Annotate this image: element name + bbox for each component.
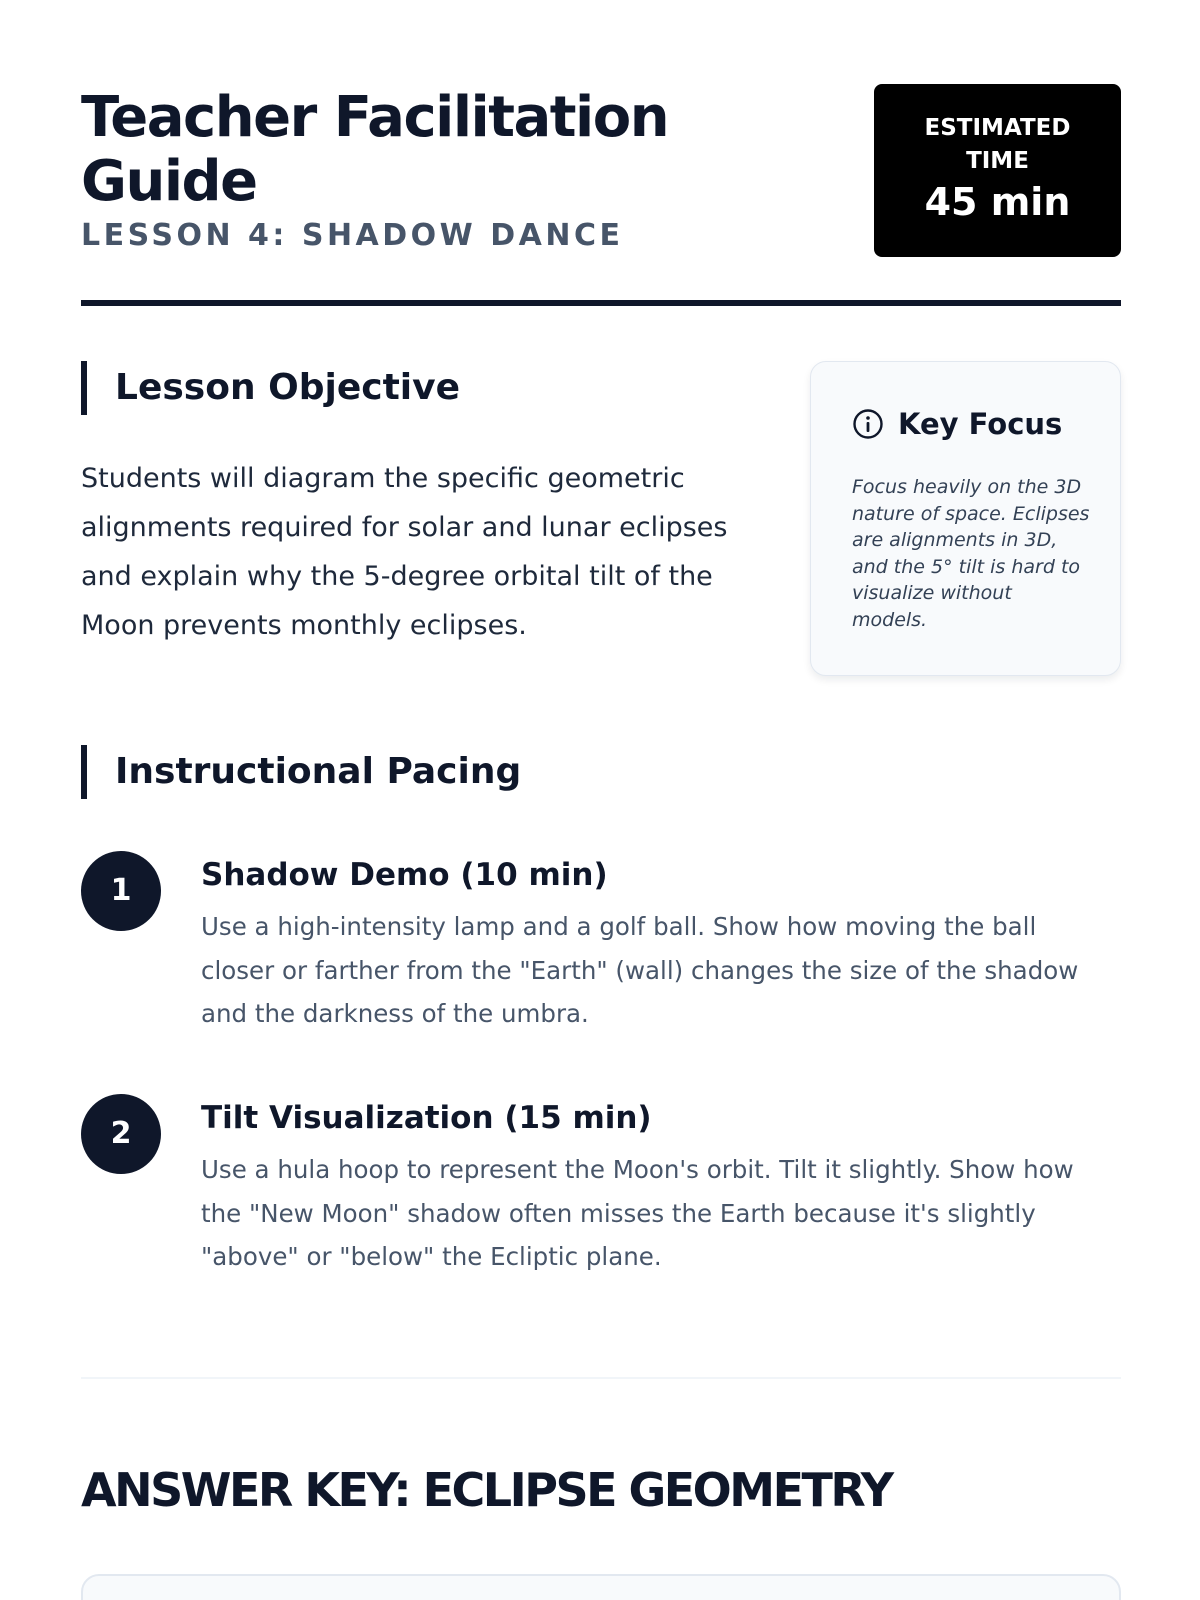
step-number-badge: 1 (81, 851, 161, 931)
estimated-time-value: 45 min (924, 180, 1071, 224)
step-title: Shadow Demo (10 min) (201, 857, 608, 893)
lesson-subtitle: LESSON 4: SHADOW DANCE (81, 218, 624, 253)
key-focus-card (810, 361, 1121, 676)
instructional-pacing-heading: Instructional Pacing (81, 745, 521, 799)
key-focus-title: Key Focus (898, 407, 1063, 441)
step-title: Tilt Visualization (15 min) (201, 1100, 652, 1136)
lesson-objective-heading: Lesson Objective (81, 361, 460, 415)
lesson-objective-text: Students will diagram the specific geometric alignments required for solar and lunar eclipses and explain why the 5-degree orbital tilt of the Moon prevents monthly eclipses. (81, 463, 728, 641)
step-description: Use a hula hoop to represent the Moon's orbit. Tilt it slightly. Show how the "New Moon" shadow often misses the Earth because it's slightly "above" or "below" the Ecliptic plane. (201, 1155, 1074, 1271)
key-focus-text: Focus heavily on the 3D nature of space. Eclipses are alignments in 3D, and the 5° tilt is hard to visualize without models. (852, 476, 1090, 631)
header-divider (81, 300, 1121, 306)
guide-header (81, 84, 1121, 304)
answer-key-card (81, 1574, 1121, 1600)
estimated-time-label: ESTIMATED TIME (924, 115, 1071, 174)
estimated-time-badge (874, 84, 1121, 257)
answer-key-heading: ANSWER KEY: ECLIPSE GEOMETRY (81, 1463, 892, 1517)
page-title: Teacher Facilitation Guide (81, 85, 669, 214)
section-divider (81, 1377, 1121, 1379)
key-focus-header (852, 404, 1062, 444)
step-number-badge: 2 (81, 1094, 161, 1174)
info-icon (852, 408, 884, 440)
step-description: Use a high-intensity lamp and a golf ball. Show how moving the ball closer or farther from the "Earth" (wall) changes the size of the shadow and the darkness of the umbra. (201, 912, 1079, 1028)
